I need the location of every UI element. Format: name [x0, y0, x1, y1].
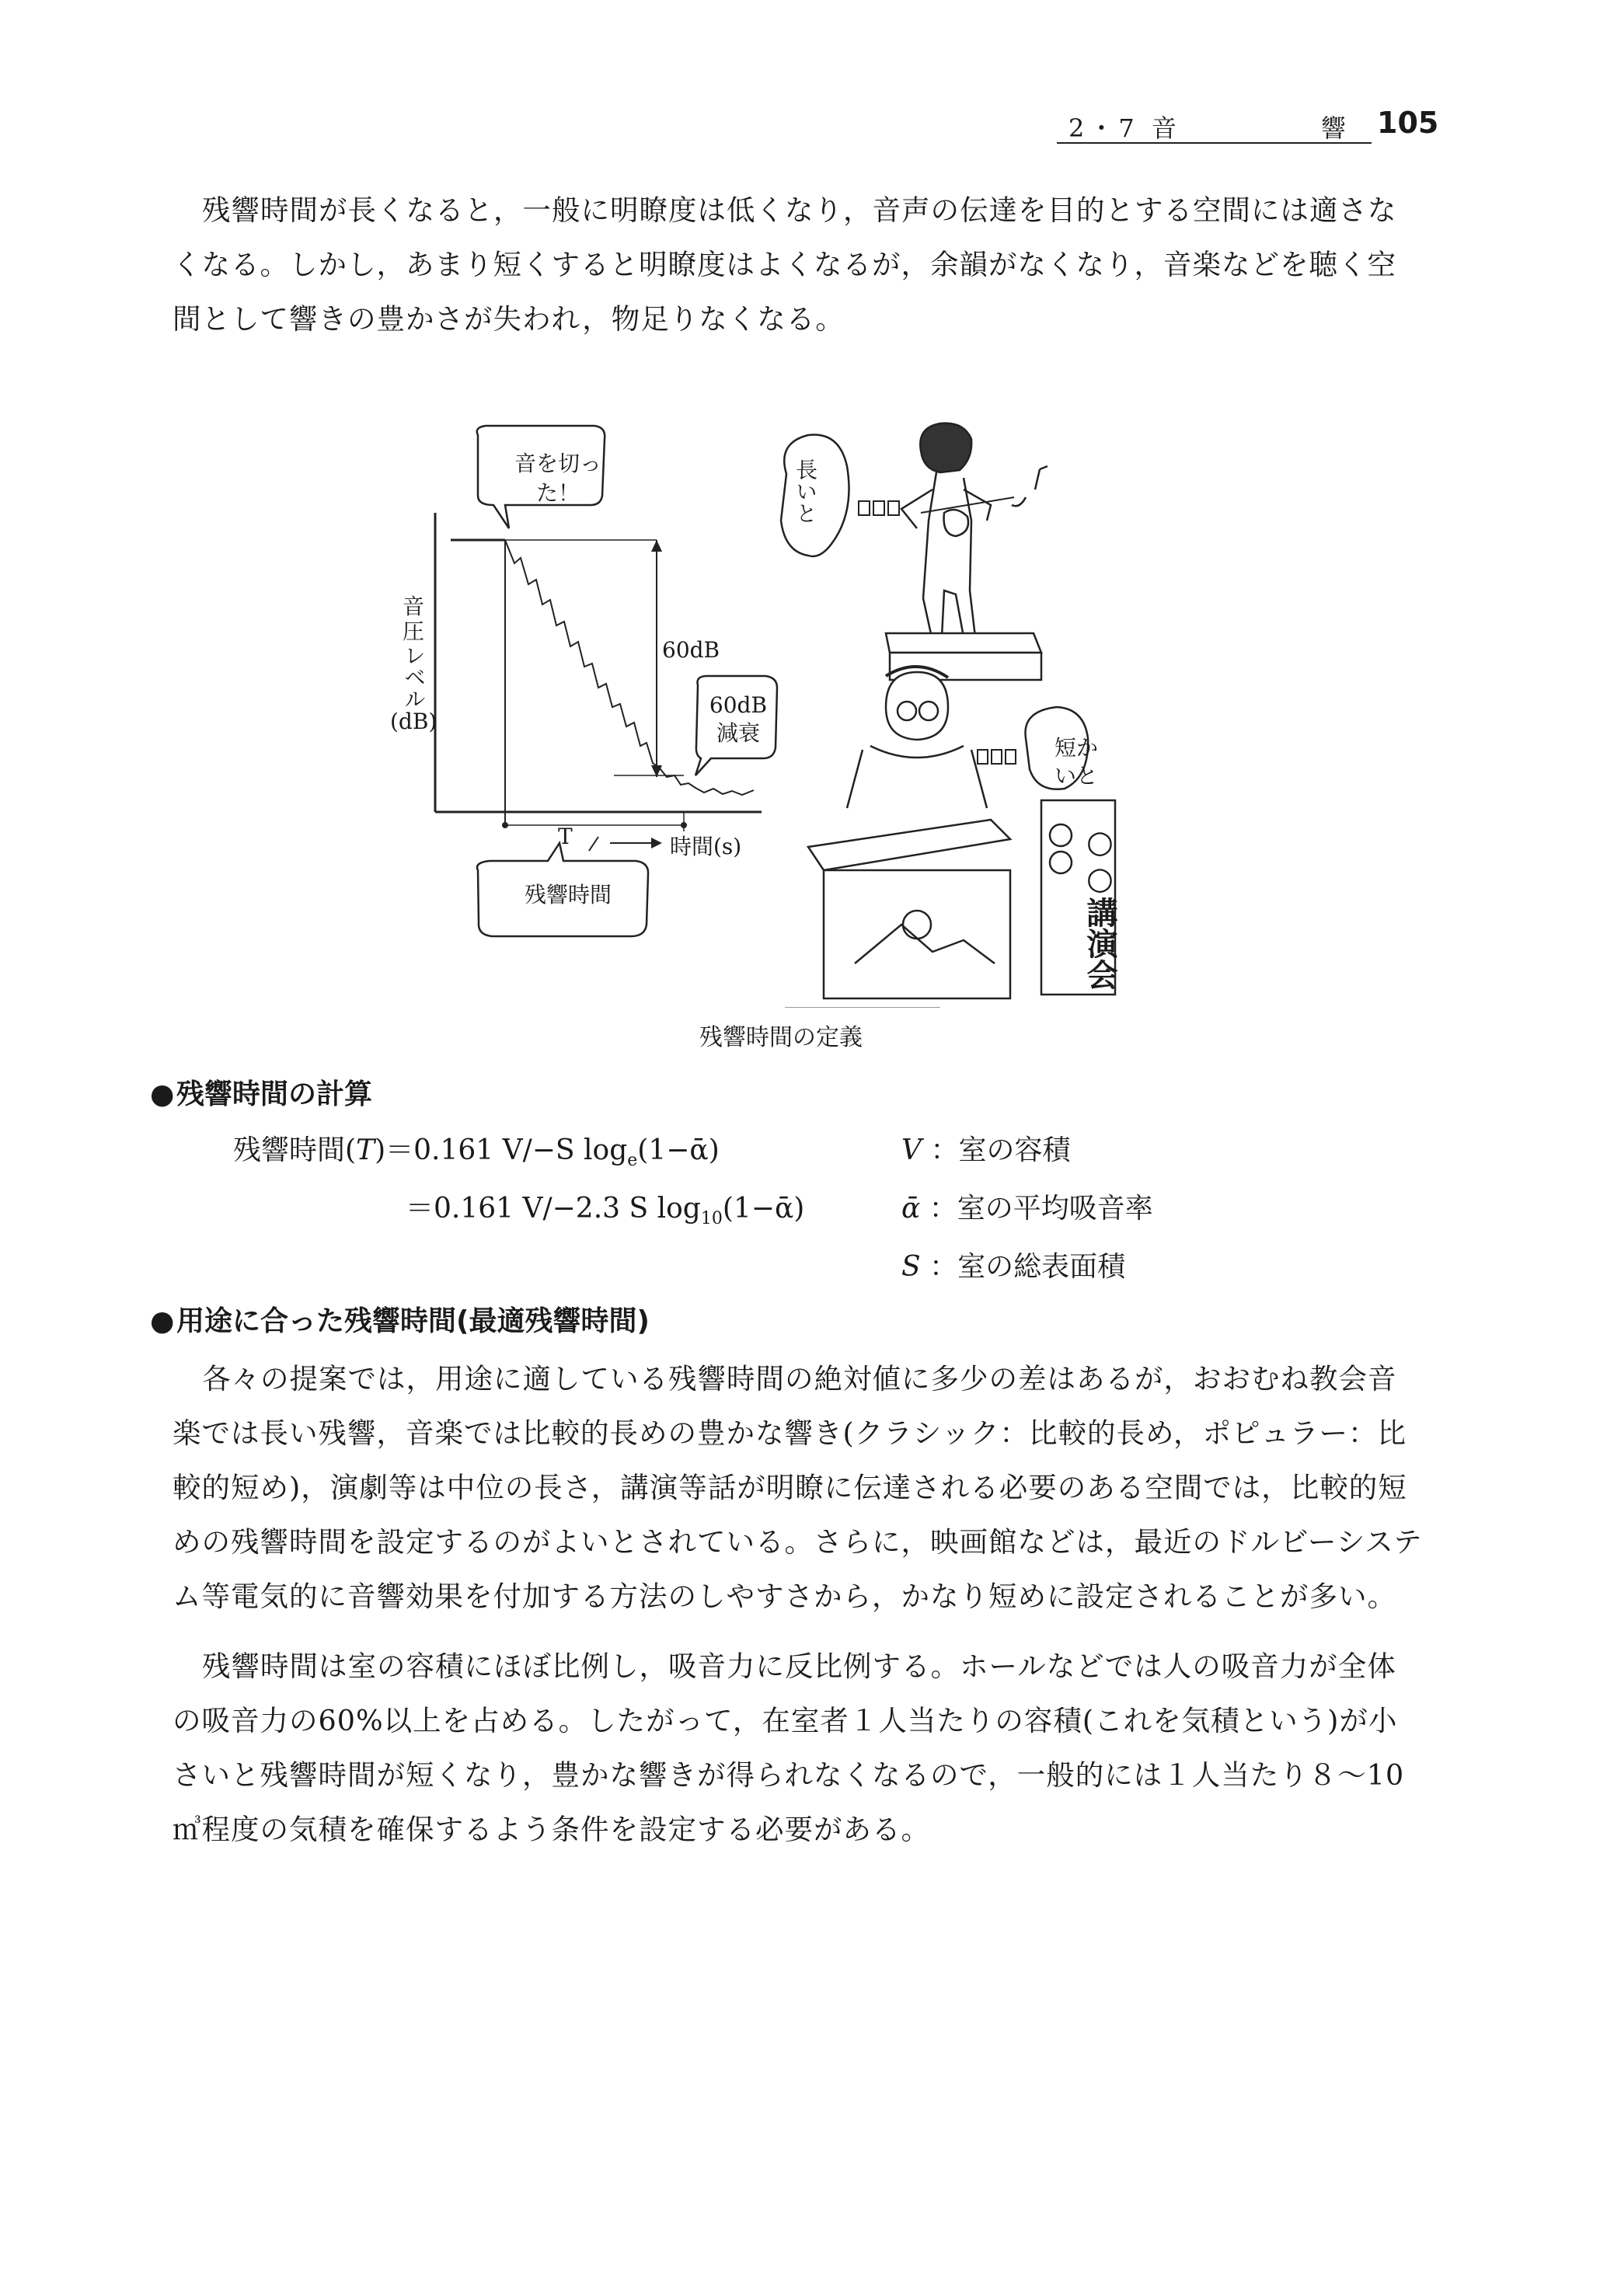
eq1-rhs: ＝0.161 V/−S log — [385, 1134, 628, 1166]
bubble-long-tail — [859, 501, 899, 515]
section-heading-calc-text: 残響時間の計算 — [176, 1078, 373, 1110]
bubble-short-tail — [978, 750, 1016, 764]
optimal-paragraph-2: 残響時間は室の容積にほぼ比例し，吸音力に反比例する。ホールなどでは人の吸音力が全体の吸音力の60%以上を占める。したがって，在室者１人当たりの容積(これを気積という)が小さいと残響時間が短くなり，豊かな響きが得られなくなるので，一般的には１人当たり８～10㎥程度の気積を確保するよう条件を設定する必要がある。 — [173, 1650, 1405, 1846]
bullet-icon: ● — [150, 1078, 175, 1110]
bullet-icon: ● — [150, 1305, 175, 1337]
figure-caption: 残響時間の定義 — [699, 1024, 863, 1051]
eq2-rhs: ＝0.161 V/−2.3 S log — [406, 1193, 701, 1225]
violinist-illustration — [901, 423, 1048, 641]
running-header-section: 2・7 音 — [1068, 113, 1181, 143]
bubble-short-text: 短かいと — [1054, 735, 1098, 789]
def-text-s: ：室の総表面積 — [929, 1251, 1126, 1283]
page-number: 105 — [1377, 106, 1439, 140]
section-heading-optimal — [150, 1299, 650, 1339]
def-text-alpha: ：室の平均吸音率 — [929, 1193, 1153, 1225]
section-heading-calc — [150, 1072, 372, 1112]
def-symbol-alpha: ᾱ — [901, 1193, 921, 1225]
decay-amount-label: 60dB — [662, 637, 720, 663]
definition-absorption — [901, 1186, 1153, 1226]
intro-paragraph: 残響時間が長くなると，一般に明瞭度は低くなり，音声の伝達を目的とする空間には適さなくなる。しかし，あまり短くすると明瞭度はよくなるが，余韻がなくなり，音楽などを聴く空間として響きの豊かさが失われ，物足りなくなる。 — [173, 193, 1397, 336]
eq2-sub: 10 — [700, 1209, 723, 1229]
bubble-decay-text: 60dB減衰 — [709, 692, 768, 746]
caption-rule — [785, 1007, 940, 1008]
bubble-cut-text: 音を切った！ — [514, 451, 601, 506]
t-marker-label: T — [558, 824, 573, 849]
y-axis-label-line1: 音圧 — [402, 594, 424, 644]
bubble-long-text: 長いと — [793, 458, 818, 524]
definition-volume — [901, 1128, 1070, 1168]
equation-line-1: 残響時間(T)＝0.161 V/−S $\log_e(1-ᾱ)$ — [233, 1134, 720, 1171]
section-heading-optimal-text: 用途に合った残響時間(最適残響時間) — [176, 1305, 650, 1337]
running-header-chapter: 響 — [1321, 113, 1347, 143]
eq-T: T — [356, 1134, 375, 1166]
bubble-rt-text: 残響時間 — [525, 882, 612, 908]
y-axis-label-line2: レベル — [401, 644, 427, 709]
x-axis-label: 時間(s) — [670, 834, 742, 859]
lecturer-desk — [808, 820, 1010, 998]
eq1-sub: e — [627, 1151, 638, 1171]
y-axis-label — [390, 594, 437, 734]
banner-text: ○○講演会 — [1082, 824, 1118, 990]
equation-line-2 — [406, 1186, 804, 1228]
eq2-tail: (1−ᾱ) — [722, 1193, 805, 1225]
definition-surface — [901, 1245, 1125, 1284]
eq1-tail: (1−ᾱ) — [637, 1134, 720, 1166]
def-symbol-s: S — [901, 1251, 921, 1283]
def-text-v: ：室の容積 — [930, 1134, 1071, 1166]
optimal-paragraph-1: 各々の提案では，用途に適している残響時間の絶対値に多少の差はあるが，おおむね教会音楽では長い残響，音楽では比較的長めの豊かな響き(クラシック：比較的長め，ポピュラー：比較的短め)，演劇等は中位の長さ，講演等話が明瞭に伝達される必要のある空間では，比較的短めの残響時間を設定するのがよいとされている。さらに，映画館などは，最近のドルビーシステム等電気的に音響効果を付加する方法のしやすさから，かなり短めに設定されることが多い。 — [173, 1362, 1423, 1613]
y-axis-label-line3: (dB) — [390, 709, 437, 734]
eq-lhs: 残響時間 — [233, 1134, 346, 1166]
def-symbol-v: V — [901, 1134, 922, 1166]
lecturer-illustration — [847, 667, 987, 808]
